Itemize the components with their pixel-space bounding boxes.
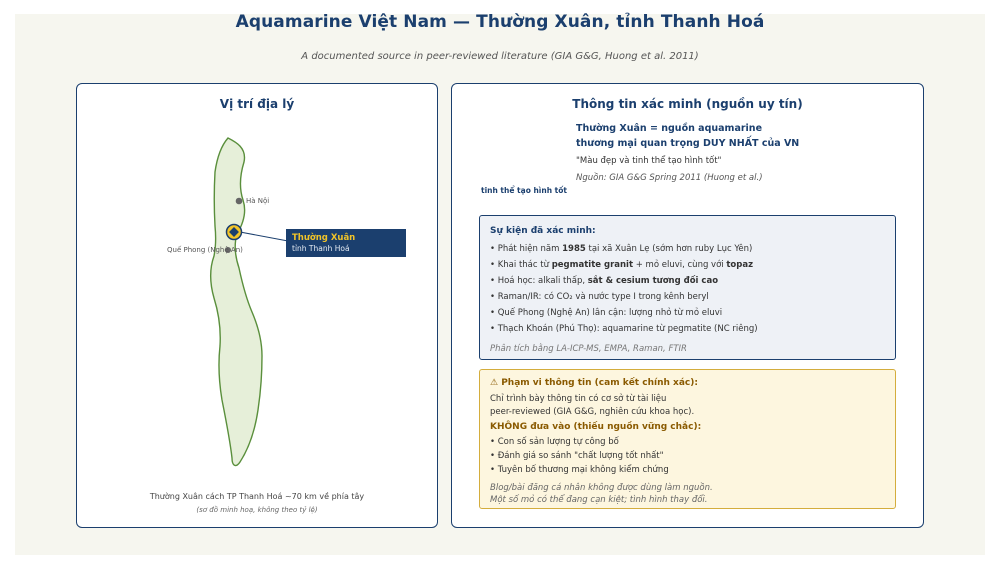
fact-item: • Phát hiện năm 1985 tại xã Xuân Lẹ (sớm hơn ruby Lục Yên) <box>490 244 753 254</box>
thuong-xuan-callout <box>286 229 406 257</box>
excluded-item: • Tuyên bố thương mại không kiểm chứng <box>490 465 669 475</box>
scope-line-1: Chỉ trình bày thông tin có cơ sở từ tài liệu <box>490 394 667 404</box>
headline-quote: "Màu đẹp và tinh thể tạo hình tốt" <box>576 156 722 166</box>
callout-leader-line <box>240 232 288 241</box>
facts-method-note: Phân tích bằng LA-ICP-MS, EMPA, Raman, FTIR <box>490 344 687 354</box>
crystal-caption: tinh thể tạo hình tốt <box>480 186 567 195</box>
fact-item: • Thạch Khoán (Phú Thọ): aquamarine từ pegmatite (NC riêng) <box>490 324 758 334</box>
headline-source: Nguồn: GIA G&G Spring 2011 (Huong et al.) <box>576 173 763 183</box>
scope-line-2: peer-reviewed (GIA G&G, nghiên cứu khoa học). <box>490 407 695 417</box>
location-panel-title: Vị trí địa lý <box>219 97 295 111</box>
fact-item: • Hoá học: alkali thấp, sắt & cesium tương đối cao <box>490 276 719 286</box>
excluded-item: • Đánh giá so sánh "chất lượng tốt nhất" <box>490 451 664 461</box>
excluded-title: KHÔNG đưa vào (thiếu nguồn vững chắc): <box>490 422 702 432</box>
scope-title: ⚠ Phạm vi thông tin (cam kết chính xác): <box>490 378 698 388</box>
fact-item: • Raman/IR: có CO₂ và nước type I trong kênh beryl <box>490 292 709 302</box>
callout-province: tỉnh Thanh Hoá <box>292 244 350 253</box>
hanoi-dot <box>236 198 243 205</box>
facts-title: Sự kiện đã xác minh: <box>490 226 596 236</box>
fact-item: • Khai thác từ pegmatite granit + mỏ eluvi, cùng với topaz <box>490 260 754 270</box>
fact-item: • Quế Phong (Nghệ An) lân cận: lượng nhỏ từ mỏ eluvi <box>490 308 723 318</box>
callout-name: Thường Xuân <box>292 233 356 243</box>
page-title: Aquamarine Việt Nam — Thường Xuân, tỉnh Thanh Hoá <box>235 12 765 32</box>
map-caption-note: (sơ đồ minh hoạ, không theo tỷ lệ) <box>196 506 318 514</box>
scope-box <box>479 369 896 509</box>
vietnam-outline-shape <box>211 138 262 465</box>
map-caption: Thường Xuân cách TP Thanh Hoá ~70 km về phía tây <box>149 492 365 501</box>
hanoi-label: Hà Nội <box>246 197 270 205</box>
verification-panel-title: Thông tin xác minh (nguồn uy tín) <box>572 97 803 111</box>
headline-line-2: thương mại quan trọng DUY NHẤT của VN <box>576 138 800 149</box>
scope-note-1: Blog/bài đăng cá nhân không được dùng làm nguồn. <box>490 483 713 493</box>
que-phong-label: Quế Phong (Nghệ An) <box>167 246 243 254</box>
scope-note-2: Một số mỏ có thể đang cạn kiệt; tình hình thay đổi. <box>490 495 708 505</box>
headline-line-1: Thường Xuân = nguồn aquamarine <box>576 123 763 134</box>
verified-facts-box <box>479 215 896 360</box>
excluded-item: • Con số sản lượng tự công bố <box>490 437 619 447</box>
page-subtitle: A documented source in peer-reviewed literature (GIA G&G, Huong et al. 2011) <box>301 51 699 62</box>
